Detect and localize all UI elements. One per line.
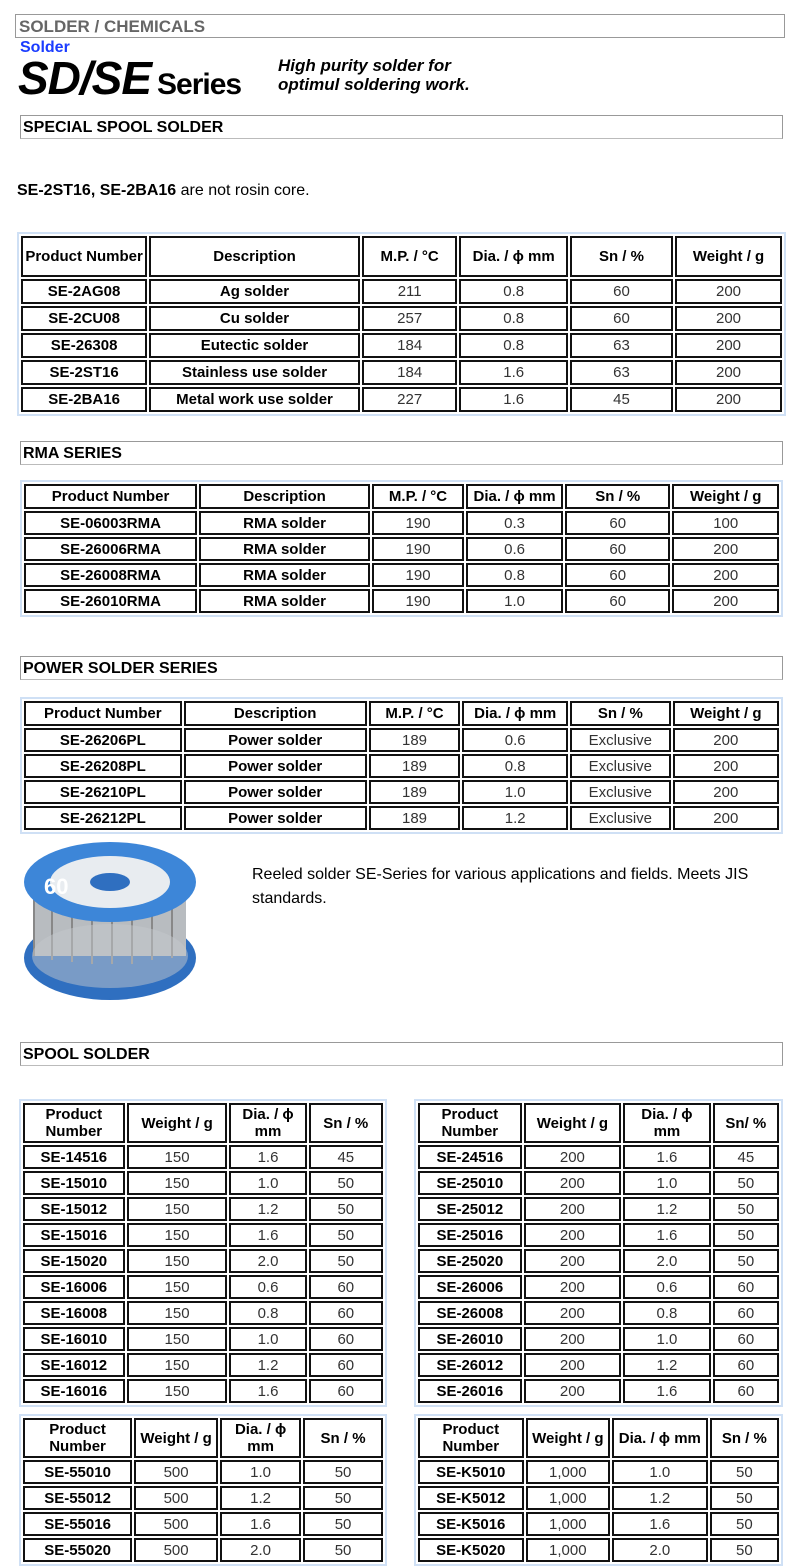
table-cell: Power solder [184,806,367,830]
table-row [24,537,779,561]
table-row [418,1486,779,1510]
header-row [23,1418,383,1458]
product-number-cell: SE-2BA16 [21,387,147,412]
table-cell: 190 [372,511,464,535]
product-number-cell: SE-16016 [23,1379,125,1403]
table-cell: 60 [713,1379,779,1403]
header-row [24,701,779,726]
table-cell: 63 [570,360,673,385]
product-number-cell: SE-26206PL [24,728,182,752]
table-cell: 60 [713,1301,779,1325]
table-row [24,563,779,587]
tagline [278,56,470,94]
table-cell: 1.0 [229,1327,306,1351]
product-number-cell: SE-55012 [23,1486,132,1510]
table-cell: 1.2 [229,1353,306,1377]
table-cell: RMA solder [199,563,370,587]
product-number-cell: SE-25020 [418,1249,522,1273]
table-cell: 200 [672,537,779,561]
column-header: Weight / g [526,1418,610,1458]
table-cell: Exclusive [570,806,671,830]
table-cell: 0.8 [623,1301,711,1325]
table-row [21,387,782,412]
breadcrumb: SOLDER / CHEMICALS [15,14,785,38]
category-label: Solder [20,39,70,56]
table-cell: 189 [369,780,461,804]
column-header: Product Number [24,701,182,726]
product-number-cell: SE-55016 [23,1512,132,1536]
product-number-cell: SE-16012 [23,1353,125,1377]
table-cell: 500 [134,1486,218,1510]
product-number-cell: SE-15010 [23,1171,125,1195]
column-header: M.P. / °C [362,236,458,277]
table-cell: 200 [675,387,782,412]
rma-table [20,480,783,617]
column-header: Sn / % [303,1418,383,1458]
column-header: Product Number [23,1418,132,1458]
table-row [23,1249,383,1273]
table-cell: 150 [127,1145,228,1169]
note-products: SE-2ST16, SE-2BA16 [17,182,177,199]
table-cell: 150 [127,1353,228,1377]
table-cell: 1.0 [229,1171,306,1195]
table-cell: 1,000 [526,1486,610,1510]
table-cell: Stainless use solder [149,360,360,385]
table-cell: 45 [570,387,673,412]
column-header: Description [199,484,370,509]
table-cell: 500 [134,1460,218,1484]
table-cell: 200 [673,780,779,804]
table-cell: 200 [675,360,782,385]
table-row [23,1223,383,1247]
table-cell: 1.2 [229,1197,306,1221]
table-row [24,589,779,613]
logo-main: SD/SE [18,52,152,104]
table-cell: 2.0 [229,1249,306,1273]
special-spool-table [17,232,786,416]
product-number-cell: SE-26012 [418,1353,522,1377]
note-text: are not rosin core. [176,182,310,199]
table-cell: 200 [672,589,779,613]
table-cell: 257 [362,306,458,331]
product-number-cell: SE-16006 [23,1275,125,1299]
table-cell: 150 [127,1275,228,1299]
column-header: Sn / % [710,1418,779,1458]
table-cell: Metal work use solder [149,387,360,412]
table-cell: RMA solder [199,537,370,561]
table-row [418,1327,779,1351]
product-number-cell: SE-15016 [23,1223,125,1247]
table-cell: 50 [710,1512,779,1536]
table-cell: 50 [309,1171,383,1195]
table-cell: 200 [524,1353,622,1377]
table-cell: 60 [713,1275,779,1299]
table-cell: 50 [710,1538,779,1562]
table-row [418,1275,779,1299]
table-cell: 60 [309,1301,383,1325]
table-cell: 0.6 [462,728,568,752]
table-cell: 50 [713,1171,779,1195]
product-number-cell: SE-14516 [23,1145,125,1169]
product-number-cell: SE-2ST16 [21,360,147,385]
table-row [23,1379,383,1403]
tagline-line: High purity solder for [278,56,451,75]
power-table [20,697,783,834]
table-cell: Eutectic solder [149,333,360,358]
table-row [23,1301,383,1325]
table-cell: 1.6 [459,387,568,412]
table-cell: 1,000 [526,1512,610,1536]
column-header: Product Number [418,1103,522,1143]
column-header: Weight / g [673,701,779,726]
table-cell: 1.6 [229,1223,306,1247]
table-cell: 0.8 [459,279,568,304]
table-cell: 60 [713,1353,779,1377]
product-number-cell: SE-2CU08 [21,306,147,331]
table-row [418,1197,779,1221]
table-cell: 50 [309,1223,383,1247]
product-number-cell: SE-25010 [418,1171,522,1195]
table-cell: 1.0 [466,589,563,613]
table-cell: 50 [713,1249,779,1273]
table-cell: 189 [369,754,461,778]
header-row [21,236,782,277]
table-row [23,1460,383,1484]
table-row [418,1379,779,1403]
table-cell: Power solder [184,780,367,804]
table-cell: 200 [524,1327,622,1351]
column-header: Product Number [418,1418,524,1458]
table-cell: 100 [672,511,779,535]
section-power: POWER SOLDER SERIES [20,656,783,680]
table-cell: 0.6 [466,537,563,561]
table-cell: 50 [303,1512,383,1536]
product-number-cell: SE-2AG08 [21,279,147,304]
table-cell: 200 [524,1223,622,1247]
table-cell: 1,000 [526,1538,610,1562]
column-header: Product Number [21,236,147,277]
table-row [23,1512,383,1536]
column-header: Product Number [24,484,197,509]
product-number-cell: SE-15020 [23,1249,125,1273]
table-cell: 150 [127,1197,228,1221]
table-cell: 200 [524,1275,622,1299]
section-rma: RMA SERIES [20,441,783,465]
table-cell: 200 [524,1197,622,1221]
table-cell: 60 [570,279,673,304]
table-cell: 1.6 [229,1145,306,1169]
column-header: Description [149,236,360,277]
table-row [23,1275,383,1299]
table-cell: 0.8 [459,306,568,331]
product-number-cell: SE-25016 [418,1223,522,1247]
table-row [21,306,782,331]
table-cell: 60 [570,306,673,331]
table-cell: 0.8 [466,563,563,587]
product-number-cell: SE-K5020 [418,1538,524,1562]
table-cell: 2.0 [623,1249,711,1273]
product-number-cell: SE-26006 [418,1275,522,1299]
section-spool: SPOOL SOLDER [20,1042,783,1066]
table-cell: 50 [713,1223,779,1247]
table-cell: 60 [565,511,670,535]
column-header: Sn / % [565,484,670,509]
table-cell: 189 [369,728,461,752]
table-row [21,333,782,358]
table-cell: 1.0 [623,1327,711,1351]
table-cell: 60 [713,1327,779,1351]
table-cell: 63 [570,333,673,358]
table-row [24,728,779,752]
column-header: Dia. / ϕ mm [220,1418,301,1458]
table-row [24,754,779,778]
table-cell: 200 [524,1145,622,1169]
table-cell: Power solder [184,728,367,752]
table-cell: 190 [372,563,464,587]
table-cell: 1.2 [623,1197,711,1221]
column-header: Weight / g [524,1103,622,1143]
header-row [24,484,779,509]
table-cell: 211 [362,279,458,304]
table-cell: 1.2 [462,806,568,830]
table-row [23,1197,383,1221]
table-row [418,1460,779,1484]
series-logo [18,52,242,105]
table-row [23,1486,383,1510]
column-header: Product Number [23,1103,125,1143]
product-number-cell: SE-06003RMA [24,511,197,535]
table-row [21,279,782,304]
table-cell: 1,000 [526,1460,610,1484]
table-cell: Exclusive [570,780,671,804]
table-cell: 50 [309,1197,383,1221]
table-cell: 50 [303,1538,383,1562]
table-cell: Exclusive [570,754,671,778]
table-cell: 200 [524,1249,622,1273]
table-cell: 200 [524,1171,622,1195]
column-header: M.P. / °C [369,701,461,726]
table-cell: Cu solder [149,306,360,331]
table-cell: 200 [673,806,779,830]
product-number-cell: SE-26210PL [24,780,182,804]
product-number-cell: SE-55020 [23,1538,132,1562]
product-number-cell: SE-55010 [23,1460,132,1484]
table-cell: 1.2 [220,1486,301,1510]
table-cell: 200 [524,1301,622,1325]
product-number-cell: SE-26208PL [24,754,182,778]
header-row [23,1103,383,1143]
table-row [23,1327,383,1351]
table-row [418,1223,779,1247]
table-cell: 200 [672,563,779,587]
tagline-line: optimul soldering work. [278,75,470,94]
column-header: Sn/ % [713,1103,779,1143]
table-cell: 184 [362,360,458,385]
table-cell: 200 [675,279,782,304]
table-row [23,1353,383,1377]
table-row [23,1538,383,1562]
header-row [418,1103,779,1143]
table-cell: 1.6 [459,360,568,385]
table-cell: Exclusive [570,728,671,752]
column-header: Dia. / ϕ mm [466,484,563,509]
table-cell: 1.6 [220,1512,301,1536]
table-row [418,1538,779,1562]
table-cell: 227 [362,387,458,412]
table-row [418,1145,779,1169]
table-cell: 2.0 [612,1538,708,1562]
column-header: Dia. / ϕ mm [459,236,568,277]
table-cell: 200 [673,728,779,752]
table-cell: 50 [710,1486,779,1510]
table-cell: 60 [565,563,670,587]
table-cell: 1.6 [623,1379,711,1403]
product-number-cell: SE-24516 [418,1145,522,1169]
table-row [418,1249,779,1273]
column-header: M.P. / °C [372,484,464,509]
table-cell: 500 [134,1538,218,1562]
spool-1000g-table [414,1414,783,1566]
table-cell: 150 [127,1171,228,1195]
table-cell: 0.8 [229,1301,306,1325]
table-cell: 1.6 [612,1512,708,1536]
column-header: Description [184,701,367,726]
table-cell: 200 [675,306,782,331]
table-cell: 189 [369,806,461,830]
product-number-cell: SE-K5016 [418,1512,524,1536]
table-cell: 50 [309,1249,383,1273]
table-cell: 60 [309,1275,383,1299]
product-number-cell: SE-16010 [23,1327,125,1351]
table-cell: 200 [524,1379,622,1403]
table-cell: 150 [127,1301,228,1325]
table-cell: 50 [303,1460,383,1484]
table-cell: 1.0 [612,1460,708,1484]
column-header: Dia. / ϕ mm [462,701,568,726]
table-row [23,1171,383,1195]
table-row [418,1171,779,1195]
table-cell: 1.6 [623,1223,711,1247]
table-cell: 50 [710,1460,779,1484]
column-header: Dia. / ϕ mm [229,1103,306,1143]
table-cell: 60 [309,1379,383,1403]
product-number-cell: SE-26008RMA [24,563,197,587]
spool-label: 60 [44,874,69,899]
table-row [24,780,779,804]
column-header: Sn / % [309,1103,383,1143]
table-cell: 150 [127,1327,228,1351]
table-cell: 150 [127,1379,228,1403]
logo-series: Series [157,68,242,101]
table-cell: 0.3 [466,511,563,535]
header-row [418,1418,779,1458]
table-cell: 0.8 [462,754,568,778]
product-number-cell: SE-K5012 [418,1486,524,1510]
column-header: Sn / % [570,701,671,726]
table-cell: 190 [372,589,464,613]
table-cell: Ag solder [149,279,360,304]
table-cell: 190 [372,537,464,561]
table-cell: 0.8 [459,333,568,358]
column-header: Dia. / ϕ mm [623,1103,711,1143]
solder-spool-image [22,838,198,1006]
table-row [418,1301,779,1325]
table-cell: 150 [127,1249,228,1273]
column-header: Sn / % [570,236,673,277]
table-cell: 1.0 [623,1171,711,1195]
table-cell: 150 [127,1223,228,1247]
product-number-cell: SE-26010RMA [24,589,197,613]
product-description: Reeled solder SE-Series for various applications and fields. Meets JIS standards. [252,866,749,907]
column-header: Weight / g [127,1103,228,1143]
section-special-spool: SPECIAL SPOOL SOLDER [20,115,783,139]
table-row [418,1512,779,1536]
table-cell: RMA solder [199,511,370,535]
table-cell: 0.6 [229,1275,306,1299]
product-number-cell: SE-26008 [418,1301,522,1325]
product-number-cell: SE-26010 [418,1327,522,1351]
table-cell: 45 [309,1145,383,1169]
product-number-cell: SE-15012 [23,1197,125,1221]
table-cell: 1.2 [623,1353,711,1377]
table-cell: 50 [303,1486,383,1510]
table-cell: 60 [565,537,670,561]
product-number-cell: SE-16008 [23,1301,125,1325]
product-number-cell: SE-25012 [418,1197,522,1221]
table-cell: 60 [309,1327,383,1351]
table-row [21,360,782,385]
product-number-cell: SE-K5010 [418,1460,524,1484]
table-cell: 1.0 [462,780,568,804]
column-header: Weight / g [672,484,779,509]
table-cell: 200 [675,333,782,358]
table-row [418,1353,779,1377]
column-header: Weight / g [134,1418,218,1458]
table-row [24,511,779,535]
spool-150g-table [19,1099,387,1407]
table-cell: 1.0 [220,1460,301,1484]
table-row [24,806,779,830]
table-cell: 1.6 [229,1379,306,1403]
spool-500g-table [19,1414,387,1566]
table-cell: Power solder [184,754,367,778]
column-header: Weight / g [675,236,782,277]
table-cell: 0.6 [623,1275,711,1299]
table-cell: 500 [134,1512,218,1536]
table-row [23,1145,383,1169]
table-cell: 60 [309,1353,383,1377]
product-number-cell: SE-26308 [21,333,147,358]
table-cell: 50 [713,1197,779,1221]
spool-200g-table [414,1099,783,1407]
table-cell: 1.2 [612,1486,708,1510]
product-number-cell: SE-26006RMA [24,537,197,561]
product-number-cell: SE-26016 [418,1379,522,1403]
table-cell: 60 [565,589,670,613]
table-cell: 45 [713,1145,779,1169]
product-number-cell: SE-26212PL [24,806,182,830]
rosin-note [17,182,310,200]
table-cell: 2.0 [220,1538,301,1562]
table-cell: 200 [673,754,779,778]
column-header: Dia. / ϕ mm [612,1418,708,1458]
table-cell: 184 [362,333,458,358]
table-cell: RMA solder [199,589,370,613]
table-cell: 1.6 [623,1145,711,1169]
